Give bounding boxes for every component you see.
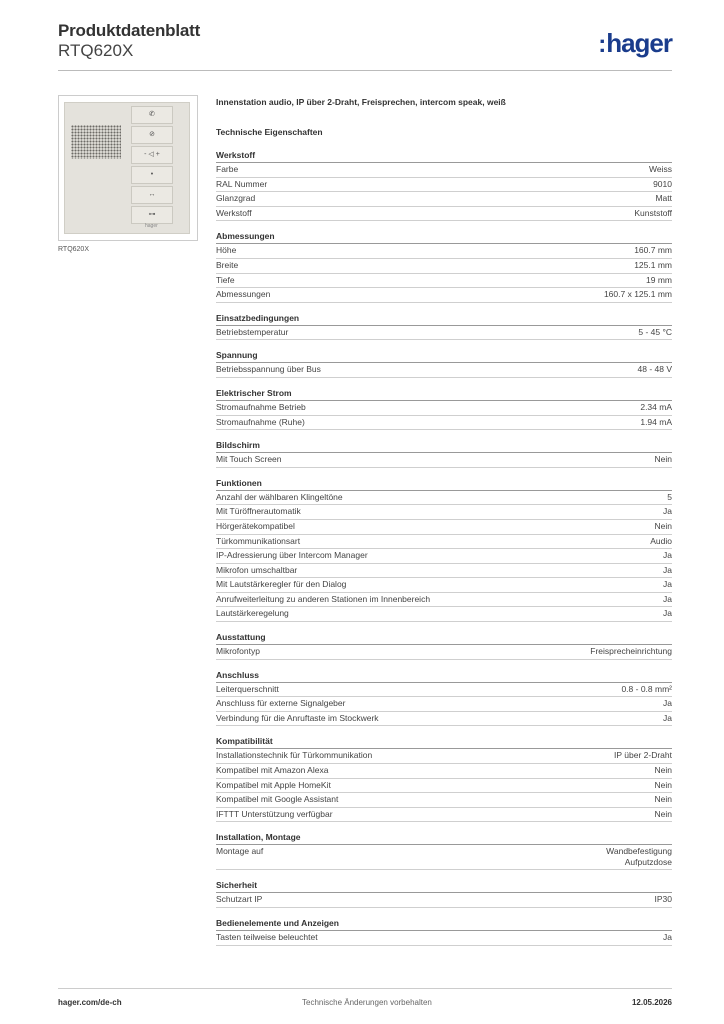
spec-row — [216, 712, 672, 727]
spec-row — [216, 645, 672, 660]
spec-row — [216, 192, 672, 207]
spec-label: Tiefe — [216, 274, 235, 285]
spec-row — [216, 416, 672, 431]
spec-value: Ja — [663, 506, 672, 517]
spec-section — [216, 879, 672, 908]
spec-row — [216, 163, 672, 178]
spec-label: Farbe — [216, 164, 239, 174]
spec-label: IFTTT Unterstützung verfügbar — [216, 808, 333, 819]
section-heading: Werkstoff — [216, 149, 672, 163]
spec-row — [216, 683, 672, 698]
hager-logo — [598, 28, 672, 59]
spec-row — [216, 697, 672, 712]
spec-label: Schutzart IP — [216, 894, 263, 905]
product-description: Innenstation audio, IP über 2-Draht, Freisprechen, intercom speak, weiß — [216, 97, 506, 107]
spec-value: 125.1 mm — [634, 259, 672, 270]
spec-value: Ja — [663, 579, 672, 590]
spec-row — [216, 931, 672, 946]
spec-section — [216, 477, 672, 622]
spec-row — [216, 535, 672, 550]
spec-section — [216, 312, 672, 341]
spec-value: Nein — [654, 794, 672, 805]
section-heading: Ausstattung — [216, 631, 672, 645]
spec-value: IP über 2-Draht — [614, 750, 672, 761]
spec-label: Mit Touch Screen — [216, 454, 282, 465]
spec-value: 9010 — [653, 178, 672, 189]
spec-label: Abmessungen — [216, 289, 271, 300]
spec-row — [216, 207, 672, 222]
device-button-icon: ⊘ — [131, 126, 173, 144]
spec-value: Matt — [655, 193, 672, 204]
spec-value: Ja — [663, 550, 672, 561]
spec-value: 5 — [667, 491, 672, 502]
spec-section — [216, 349, 672, 378]
device-button-icon: ↔ — [131, 186, 173, 204]
spec-label: Mikrofontyp — [216, 646, 260, 657]
spec-label: RAL Nummer — [216, 178, 268, 189]
spec-value: 19 mm — [646, 274, 672, 285]
device-button-column — [131, 106, 173, 226]
device-brand: hager — [145, 223, 158, 229]
section-heading: Bedienelemente und Anzeigen — [216, 917, 672, 931]
spec-sections — [216, 149, 672, 946]
spec-content — [216, 97, 672, 955]
spec-label: IP-Adressierung über Intercom Manager — [216, 550, 368, 561]
spec-row — [216, 363, 672, 378]
spec-value: Freisprecheinrichtung — [590, 646, 672, 657]
spec-value: Nein — [654, 454, 672, 465]
spec-label: Hörgerätekompatibel — [216, 520, 295, 531]
device-illustration — [64, 102, 190, 234]
footer-website-link[interactable]: hager.com/de-ch — [58, 998, 122, 1007]
logo-mark-icon: : — [598, 31, 606, 58]
footer-date: 12.05.2026 — [631, 998, 672, 1007]
spec-value: 1.94 mA — [640, 416, 672, 427]
spec-section — [216, 230, 672, 302]
spec-value: Nein — [654, 765, 672, 776]
device-button-icon: • — [131, 166, 173, 184]
spec-row — [216, 607, 672, 622]
spec-row — [216, 244, 672, 259]
spec-row — [216, 401, 672, 416]
spec-label: Anrufweiterleitung zu anderen Stationen im Innenbereich — [216, 593, 431, 604]
spec-value: Nein — [654, 779, 672, 790]
spec-label: Stromaufnahme Betrieb — [216, 401, 306, 412]
header-divider — [58, 70, 672, 71]
spec-section — [216, 149, 672, 221]
spec-row — [216, 274, 672, 289]
product-code: RTQ620X — [58, 41, 134, 60]
spec-row — [216, 549, 672, 564]
spec-value: Kunststoff — [634, 207, 672, 218]
spec-value: Ja — [663, 712, 672, 723]
spec-row — [216, 288, 672, 303]
spec-value: Ja — [663, 698, 672, 709]
spec-section — [216, 631, 672, 660]
section-heading: Abmessungen — [216, 230, 672, 244]
spec-section — [216, 917, 672, 946]
spec-row — [216, 779, 672, 794]
section-heading: Kompatibilität — [216, 735, 672, 749]
spec-label: Montage auf — [216, 846, 264, 857]
tech-properties-title: Technische Eigenschaften — [216, 127, 323, 137]
device-button-icon: ✆ — [131, 106, 173, 124]
section-heading: Funktionen — [216, 477, 672, 491]
spec-label: Leiterquerschnitt — [216, 683, 279, 694]
spec-row — [216, 893, 672, 908]
spec-label: Türkommunikationsart — [216, 535, 301, 546]
section-heading: Einsatzbedingungen — [216, 312, 672, 326]
spec-row — [216, 845, 672, 870]
footer-divider — [58, 988, 672, 989]
spec-value: Ja — [663, 564, 672, 575]
spec-section — [216, 439, 672, 468]
spec-row — [216, 593, 672, 608]
spec-value: 2.34 mA — [640, 401, 672, 412]
device-button-icon: - ◁ + — [131, 146, 173, 164]
spec-label: Verbindung für die Anruftaste im Stockwerk — [216, 712, 379, 723]
spec-value: 0.8 - 0.8 mm² — [621, 683, 672, 694]
spec-value: 160.7 x 125.1 mm — [603, 289, 672, 300]
section-heading: Elektrischer Strom — [216, 387, 672, 401]
section-heading: Spannung — [216, 349, 672, 363]
spec-section — [216, 387, 672, 430]
device-button-icon: ⊶ — [131, 206, 173, 224]
spec-row — [216, 453, 672, 468]
spec-label: Tasten teilweise beleuchtet — [216, 932, 318, 942]
spec-row — [216, 578, 672, 593]
spec-label: Kompatibel mit Amazon Alexa — [216, 765, 329, 776]
section-heading: Installation, Montage — [216, 831, 672, 845]
spec-value: Nein — [654, 520, 672, 531]
spec-label: Mit Türöffnerautomatik — [216, 506, 301, 517]
spec-row — [216, 793, 672, 808]
spec-value: 5 - 45 °C — [638, 326, 672, 337]
spec-row — [216, 326, 672, 341]
logo-text: hager — [606, 28, 672, 58]
spec-value: 48 - 48 V — [637, 364, 672, 375]
spec-value: Ja — [663, 608, 672, 619]
document-header — [58, 20, 200, 61]
spec-section — [216, 735, 672, 822]
spec-label: Anschluss für externe Signalgeber — [216, 698, 346, 709]
spec-label: Kompatibel mit Apple HomeKit — [216, 779, 331, 790]
spec-value: Wandbefestigung Aufputzdose — [606, 846, 672, 868]
product-image — [58, 95, 198, 241]
section-heading: Bildschirm — [216, 439, 672, 453]
spec-row — [216, 749, 672, 764]
speaker-grille-icon — [71, 125, 121, 159]
spec-value: Weiss — [649, 164, 672, 174]
spec-label: Mit Lautstärkeregler für den Dialog — [216, 579, 347, 590]
spec-label: Kompatibel mit Google Assistant — [216, 794, 339, 805]
spec-value: Ja — [663, 593, 672, 604]
spec-value: IP30 — [654, 894, 672, 905]
section-heading: Anschluss — [216, 669, 672, 683]
footer-note: Technische Änderungen vorbehalten — [302, 998, 432, 1007]
spec-label: Stromaufnahme (Ruhe) — [216, 416, 305, 427]
spec-label: Betriebsspannung über Bus — [216, 364, 321, 375]
spec-row — [216, 808, 672, 823]
spec-label: Mikrofon umschaltbar — [216, 564, 298, 575]
spec-label: Lautstärkeregelung — [216, 608, 289, 619]
spec-row — [216, 178, 672, 193]
spec-value: Ja — [663, 932, 672, 942]
spec-section — [216, 669, 672, 727]
spec-label: Werkstoff — [216, 207, 252, 218]
image-caption: RTQ620X — [58, 246, 89, 253]
document-title: Produktdatenblatt — [58, 21, 201, 40]
spec-label: Höhe — [216, 245, 237, 256]
spec-row — [216, 491, 672, 506]
spec-value: 160.7 mm — [634, 245, 672, 256]
spec-label: Breite — [216, 259, 239, 270]
spec-label: Glanzgrad — [216, 193, 256, 204]
spec-value: Nein — [654, 808, 672, 819]
spec-row — [216, 564, 672, 579]
spec-section — [216, 831, 672, 870]
spec-row — [216, 259, 672, 274]
spec-label: Betriebstemperatur — [216, 326, 289, 337]
section-heading: Sicherheit — [216, 879, 672, 893]
spec-row — [216, 764, 672, 779]
spec-label: Anzahl der wählbaren Klingeltöne — [216, 491, 343, 502]
spec-row — [216, 505, 672, 520]
spec-row — [216, 520, 672, 535]
spec-value: Audio — [650, 535, 672, 546]
spec-label: Installationstechnik für Türkommunikation — [216, 750, 373, 761]
